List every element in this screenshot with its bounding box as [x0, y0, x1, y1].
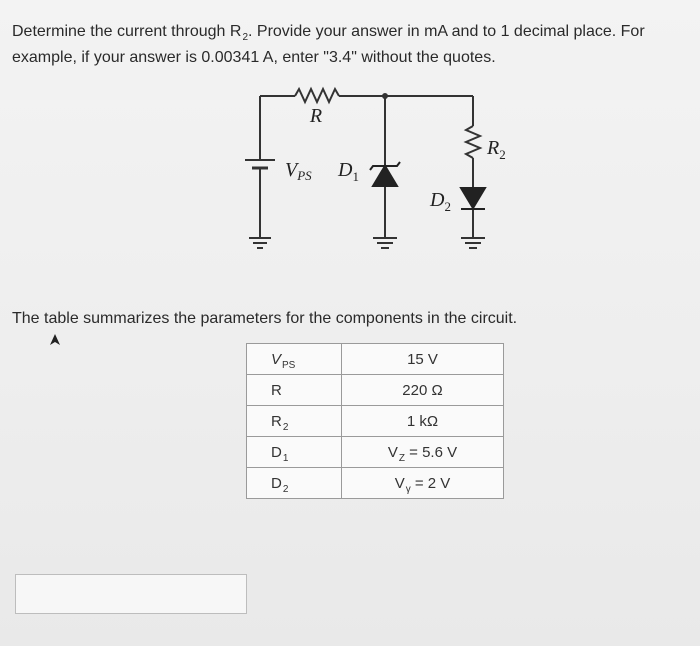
table-intro: The table summarizes the parameters for the components in the circuit.	[12, 310, 518, 327]
param-name: $R_2$	[247, 406, 342, 437]
table-row	[247, 406, 504, 437]
table-row	[247, 437, 504, 468]
resistor-r2	[466, 126, 480, 158]
param-value: 15 V	[342, 344, 504, 375]
table-row	[247, 375, 504, 406]
question-text	[12, 20, 692, 70]
circuit-diagram	[225, 78, 545, 278]
parameters-table	[246, 343, 504, 499]
param-value: $V_Z = 5.6$ V	[342, 437, 504, 468]
label-vps: $V_{PS}$	[285, 159, 312, 183]
param-value: 1 kΩ	[342, 406, 504, 437]
param-value: 220 Ω	[342, 375, 504, 406]
param-name: $D_2$	[247, 468, 342, 499]
junction-dot	[382, 93, 388, 99]
label-d1: $D_1$	[338, 159, 359, 184]
param-value: $V_\gamma = 2$ V	[342, 468, 504, 499]
param-name: $V_{PS}$	[247, 344, 342, 375]
label-r2: $R_2$	[487, 137, 506, 162]
table-row	[247, 468, 504, 499]
mouse-cursor-icon	[48, 333, 62, 347]
answer-input[interactable]	[15, 574, 247, 614]
question-text-start: Determine the current through R	[12, 23, 242, 40]
resistor-r	[295, 89, 339, 102]
label-d2: $D_2$	[430, 189, 451, 214]
param-name: R	[247, 375, 342, 406]
table-row	[247, 344, 504, 375]
question-subscript: 2	[242, 32, 249, 43]
diode-d2	[461, 188, 485, 209]
question-text-end: . Provide your answer in mA and to 1 decimal place. For example, if your answer is 0.00341 A, enter "3.4" without the quotes.	[12, 23, 645, 66]
label-r: R	[309, 105, 323, 127]
param-name: $D_1$	[247, 437, 342, 468]
zener-diode-d1	[370, 162, 400, 186]
